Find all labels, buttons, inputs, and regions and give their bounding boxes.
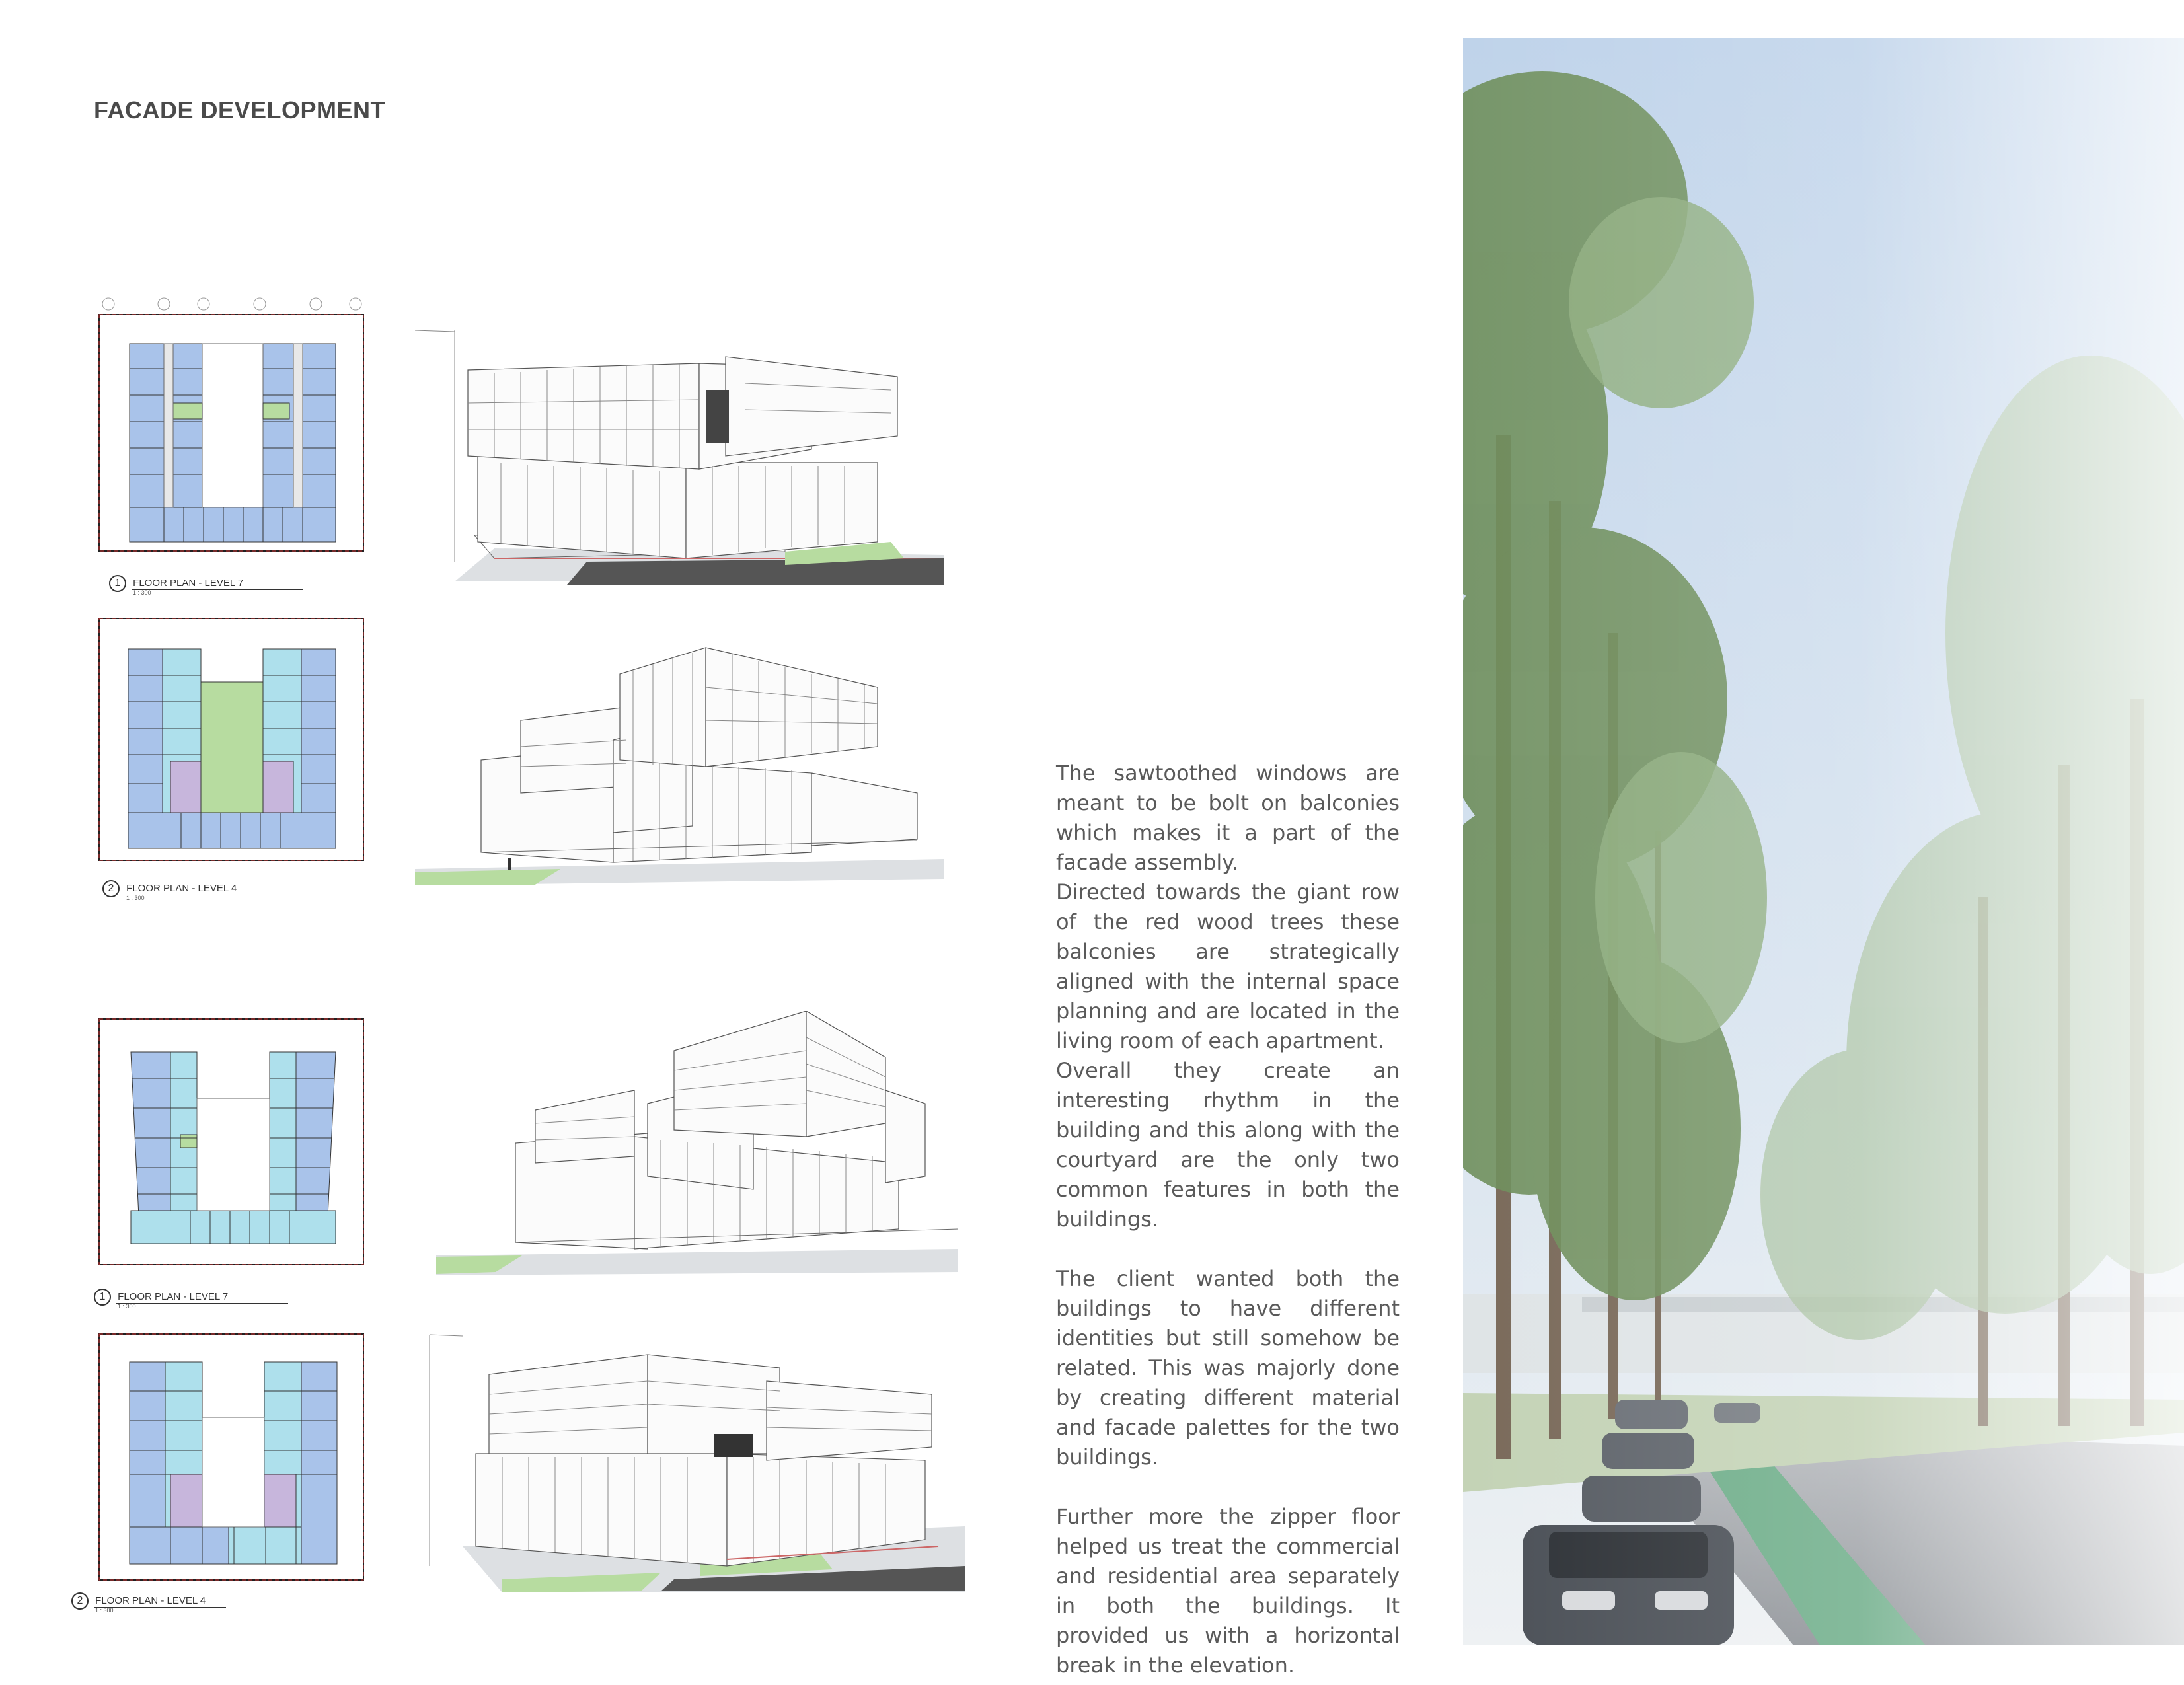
- plan-caption-3: [94, 1289, 292, 1310]
- plan-label: FLOOR PLAN - LEVEL 7: [133, 577, 244, 589]
- perspective-building-b-1: [436, 1011, 958, 1275]
- caption-rule: [116, 1303, 288, 1304]
- street-rendering-image: [1463, 38, 2184, 1645]
- floor-plan-level4-a: [98, 615, 375, 866]
- paragraph-sawtooth: The sawtoothed windows are meant to be bolt on balconies which makes it a part of the facade assembly.: [1056, 761, 1400, 875]
- paragraph-identities: The client wanted both the buildings to have different identities but still somehow be related. This was majorly done by creating different material and facade palettes for the two buildings.: [1056, 1266, 1400, 1470]
- plan-label: FLOOR PLAN - LEVEL 7: [118, 1291, 229, 1302]
- plan-label: FLOOR PLAN - LEVEL 4: [126, 882, 237, 894]
- floor-plan-level7-a: [98, 296, 375, 560]
- plan-label: FLOOR PLAN - LEVEL 4: [95, 1594, 206, 1606]
- body-text: [1056, 759, 1400, 1680]
- plan-marker-icon: 1: [94, 1289, 111, 1306]
- floor-plan-level4-b: [98, 1325, 375, 1589]
- plan-scale: 1 : 300: [95, 1607, 114, 1614]
- plan-caption-4: [71, 1592, 270, 1614]
- perspective-building-a-1: [415, 330, 944, 588]
- caption-rule: [94, 1607, 226, 1608]
- plan-marker-icon: 1: [109, 575, 126, 592]
- perspective-building-a-2: [415, 634, 944, 885]
- paragraph-rhythm: Overall they create an interesting rhythm in the building and this along with the courtyard are the only two common features in both the buildings.: [1056, 1058, 1400, 1232]
- plan-marker-icon: 2: [71, 1592, 89, 1610]
- paragraph-gap: [1056, 1234, 1400, 1264]
- paragraph-redwood: Directed towards the giant row of the red wood trees these balconies are strategically aligned with the internal space planning and are located in the living room of each apartment.: [1056, 880, 1400, 1053]
- plan-caption-2: [102, 880, 301, 901]
- paragraph-zipper-floor: Further more the zipper floor helped us treat the commercial and residential area separately in both the buildings. It provided us with a horizontal break in the elevation.: [1056, 1504, 1400, 1678]
- plan-marker-icon: 2: [102, 880, 120, 897]
- plan-caption-1: [109, 575, 307, 596]
- page-title: FACADE DEVELOPMENT: [94, 96, 386, 124]
- caption-rule: [132, 589, 303, 590]
- plan-scale: 1 : 300: [118, 1303, 136, 1310]
- plan-scale: 1 : 300: [133, 589, 151, 596]
- floor-plan-level7-b: [98, 1012, 375, 1270]
- paragraph-gap: [1056, 1472, 1400, 1502]
- plan-scale: 1 : 300: [126, 895, 145, 901]
- perspective-building-b-2: [423, 1328, 965, 1592]
